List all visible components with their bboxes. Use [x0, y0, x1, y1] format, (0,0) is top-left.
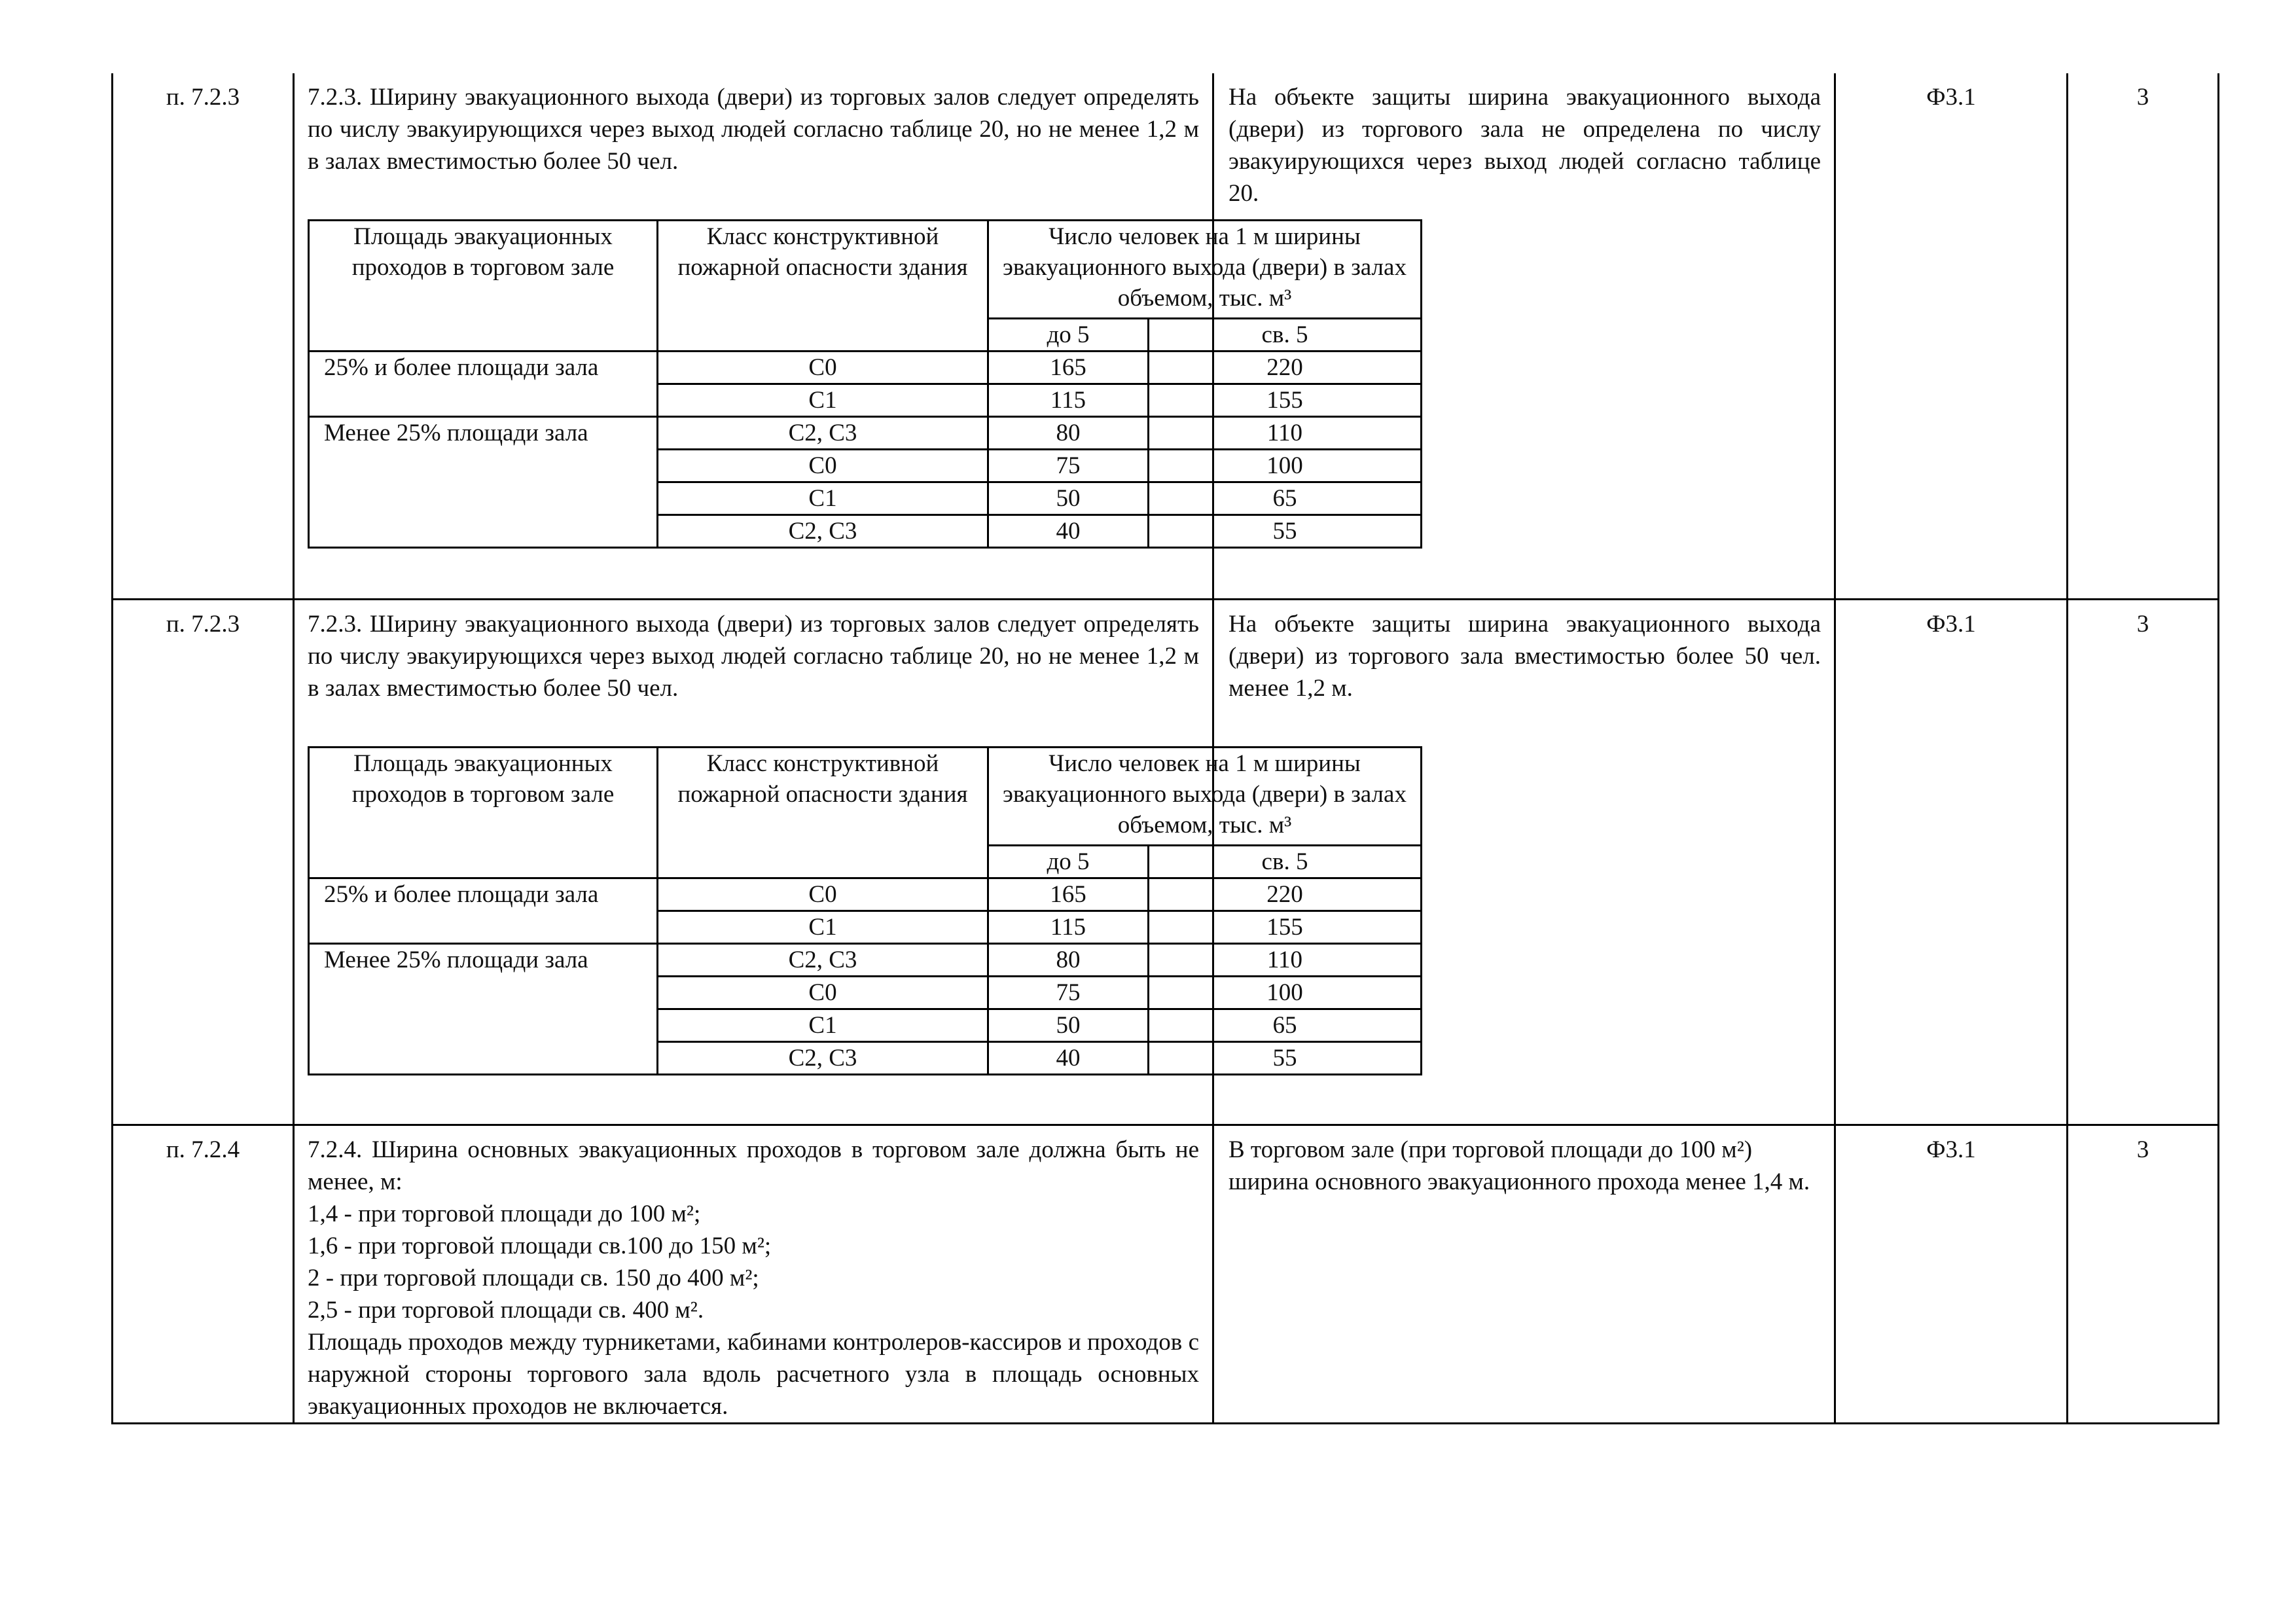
class-of-function: Ф3.1: [1835, 599, 2068, 1125]
class-cell: С2, С3: [658, 515, 988, 548]
requirement-list-item: 1,6 - при торговой площади св.100 до 150 м²;: [308, 1232, 772, 1259]
header-people: Число человек на 1 м ширины эвакуационного выхода (двери) в залах объемом, тыс. м³: [988, 747, 1422, 845]
value-over-5: 155: [1149, 911, 1422, 943]
requirement-list-item: 1,4 - при торговой площади до 100 м²;: [308, 1200, 701, 1227]
value-over-5: 65: [1149, 482, 1422, 515]
value-over-5: 55: [1149, 1041, 1422, 1074]
table-row: [113, 73, 2219, 599]
requirement-list-item: 2,5 - при торговой площади св. 400 м².: [308, 1296, 704, 1324]
header-class: Класс конструктивной пожарной опасности здания: [658, 747, 988, 878]
requirement-intro: 7.2.4. Ширина основных эвакуационных проходов в торговом зале должна быть не менее, м:: [308, 1136, 1199, 1195]
regulation-table: [111, 73, 2219, 1424]
value-over-5: 110: [1149, 417, 1422, 450]
header-over-5: св. 5: [1149, 319, 1422, 352]
value-up-to-5: 80: [988, 943, 1149, 976]
value-over-5: 155: [1149, 384, 1422, 417]
class-cell: С0: [658, 976, 988, 1009]
count-cell: 3: [2068, 73, 2219, 599]
violation-cell: На объекте защиты ширина эвакуационного выхода (двери) из торгового зала не определена по числу эвакуирующихся через выход людей согласно таблице 20.: [1213, 73, 1835, 599]
value-up-to-5: 165: [988, 878, 1149, 911]
class-cell: С1: [658, 384, 988, 417]
value-up-to-5: 75: [988, 976, 1149, 1009]
requirement-text: 7.2.3. Ширину эвакуационного выхода (двери) из торговых залов следует определять по числу эвакуирующихся через выход людей согласно таблице 20, но не менее 1,2 м в залах вместимостью более 50 чел.: [308, 84, 1199, 175]
class-cell: С1: [658, 1009, 988, 1041]
value-over-5: 55: [1149, 515, 1422, 548]
class-cell: С2, С3: [658, 1041, 988, 1074]
area-cell: Менее 25% площади зала: [309, 943, 658, 1074]
value-up-to-5: 115: [988, 384, 1149, 417]
header-over-5: св. 5: [1149, 845, 1422, 878]
violation-cell: В торговом зале (при торговой площади до 100 м²) ширина основного эвакуационного прохода менее 1,4 м.: [1213, 1125, 1835, 1423]
requirement-cell: [294, 599, 1407, 1125]
requirement-cell: [294, 73, 1407, 599]
class-cell: С2, С3: [658, 943, 988, 976]
clause-ref: п. 7.2.4: [113, 1125, 294, 1423]
count-cell: 3: [2068, 599, 2219, 1125]
value-over-5: 220: [1149, 878, 1422, 911]
value-over-5: 100: [1149, 976, 1422, 1009]
class-cell: С2, С3: [658, 417, 988, 450]
value-up-to-5: 165: [988, 352, 1149, 384]
header-people: Число человек на 1 м ширины эвакуационного выхода (двери) в залах объемом, тыс. м³: [988, 221, 1422, 319]
value-up-to-5: 50: [988, 1009, 1149, 1041]
header-up-to-5: до 5: [988, 845, 1149, 878]
class-cell: С0: [658, 878, 988, 911]
class-cell: С1: [658, 482, 988, 515]
table-row: [113, 599, 2219, 1125]
area-cell: 25% и более площади зала: [309, 878, 658, 943]
class-cell: С0: [658, 450, 988, 482]
value-up-to-5: 80: [988, 417, 1149, 450]
value-up-to-5: 50: [988, 482, 1149, 515]
clause-ref: п. 7.2.3: [113, 599, 294, 1125]
table-20-viewport: [308, 746, 1407, 1075]
value-up-to-5: 40: [988, 515, 1149, 548]
value-over-5: 220: [1149, 352, 1422, 384]
violation-cell: На объекте защиты ширина эвакуационного выхода (двери) из торгового зала вместимостью более 50 чел. менее 1,2 м.: [1213, 599, 1835, 1125]
value-over-5: 100: [1149, 450, 1422, 482]
requirement-list-item: 2 - при торговой площади св. 150 до 400 м²;: [308, 1264, 759, 1291]
value-over-5: 65: [1149, 1009, 1422, 1041]
count-cell: 3: [2068, 1125, 2219, 1423]
clause-ref: п. 7.2.3: [113, 73, 294, 599]
header-class: Класс конструктивной пожарной опасности здания: [658, 221, 988, 352]
value-up-to-5: 40: [988, 1041, 1149, 1074]
class-cell: С1: [658, 911, 988, 943]
table-row: [113, 1125, 2219, 1423]
header-area: Площадь эвакуационных проходов в торговом зале: [309, 747, 658, 878]
header-area: Площадь эвакуационных проходов в торговом зале: [309, 221, 658, 352]
value-over-5: 110: [1149, 943, 1422, 976]
class-of-function: Ф3.1: [1835, 73, 2068, 599]
area-cell: Менее 25% площади зала: [309, 417, 658, 548]
table-20-viewport: [308, 219, 1407, 549]
value-up-to-5: 75: [988, 450, 1149, 482]
requirement-cell: [294, 1125, 1213, 1423]
area-cell: 25% и более площади зала: [309, 352, 658, 417]
header-up-to-5: до 5: [988, 319, 1149, 352]
requirement-text: 7.2.3. Ширину эвакуационного выхода (двери) из торговых залов следует определять по числу эвакуирующихся через выход людей согласно таблице 20, но не менее 1,2 м в залах вместимостью более 50 чел.: [308, 610, 1199, 702]
value-up-to-5: 115: [988, 911, 1149, 943]
class-of-function: Ф3.1: [1835, 1125, 2068, 1423]
requirement-note: Площадь проходов между турникетами, кабинами контролеров-кассиров и проходов с наружной стороны торгового зала вдоль расчетного узла в площадь основных эвакуационных проходов не включается.: [308, 1328, 1199, 1420]
class-cell: С0: [658, 352, 988, 384]
